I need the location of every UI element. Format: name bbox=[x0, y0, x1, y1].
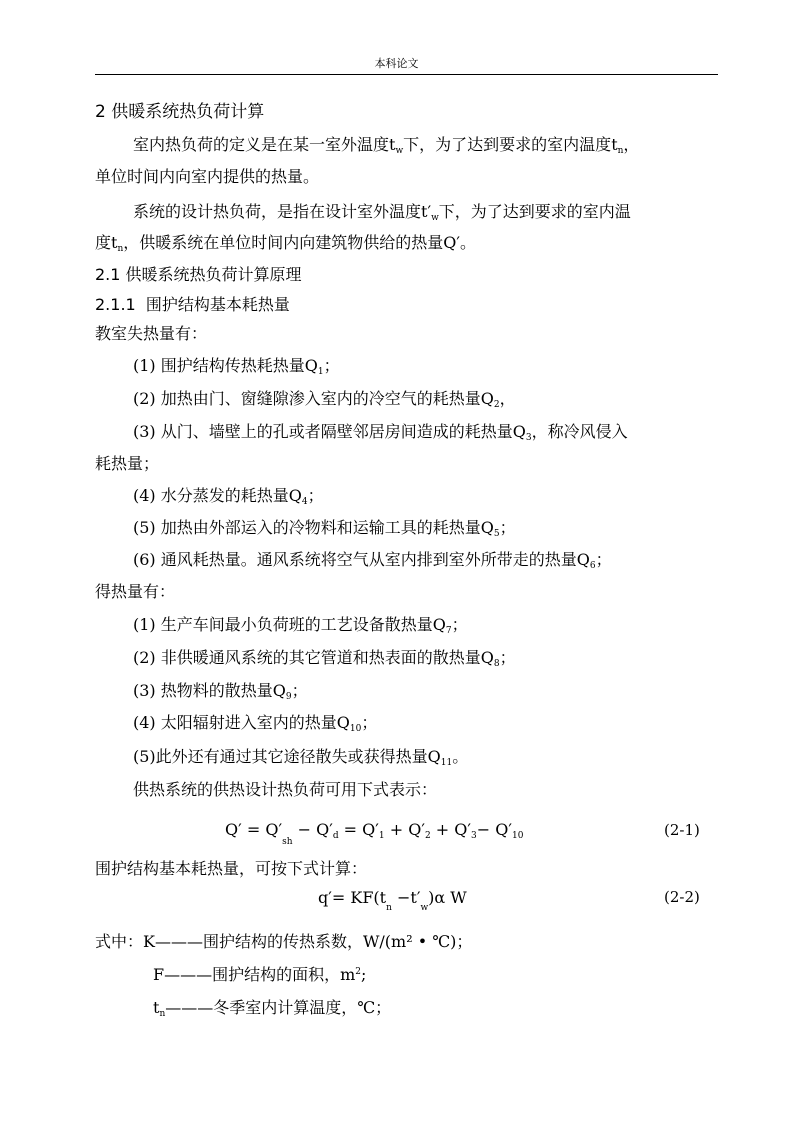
intro-paragraph-1 bbox=[133, 132, 639, 156]
subsubsection-label: 围护结构基本耗热量 bbox=[145, 295, 290, 314]
equation-intro: 围护结构基本耗热量，可按下式计算： bbox=[95, 859, 368, 878]
intro-paragraph-1-line-2: 单位时间内向室内提供的热量。 bbox=[95, 167, 320, 186]
subsection-title: 2.1 供暖系统热负荷计算原理 bbox=[95, 265, 302, 284]
subscript: n bbox=[117, 244, 124, 254]
definition-tn: $t_n———$冬季室内计算温度，℃； bbox=[153, 998, 392, 1019]
symbol-t: t′ bbox=[421, 202, 432, 221]
list-item: (4) 太阳辐射进入室内的热量$Q_{10}$； bbox=[133, 713, 378, 734]
list-item: (1) 生产车间最小负荷班的工艺设备散热量$Q_7$； bbox=[133, 615, 468, 636]
symbol-t: t bbox=[111, 233, 118, 252]
intro-text: 下，为了达到要求的室内温度 bbox=[403, 135, 612, 154]
equation-2-2: $q'= KF(t_n -t'_w)\alpha$ W bbox=[318, 888, 467, 913]
list-item: (6) 通风耗热量。通风系统将空气从室内排到室外所带走的热量$Q_6$； bbox=[133, 550, 612, 571]
list-item: (5)此外还有通过其它途径散失或获得热量$Q_{11}$。 bbox=[133, 747, 469, 768]
equation-number: (2-2) bbox=[664, 888, 700, 906]
list-item: (3) 从门、墙壁上的孔或者隔壁邻居房间造成的耗热量$Q_3$，称冷风侵入 bbox=[133, 422, 628, 443]
subscript: w bbox=[431, 213, 439, 223]
subscript: n bbox=[617, 146, 624, 156]
intro-paragraph-2 bbox=[133, 199, 631, 223]
intro-text: 度 bbox=[95, 233, 112, 252]
page-header: 本科论文 bbox=[374, 57, 419, 70]
equation-intro: 供热系统的供热设计热负荷可用下式表示： bbox=[133, 780, 438, 799]
intro-paragraph-2-line-2 bbox=[95, 230, 476, 254]
equation-number: (2-1) bbox=[664, 821, 700, 839]
symbol-t: t bbox=[389, 135, 396, 154]
list-item: (1) 围护结构传热耗热量$Q_1$； bbox=[133, 356, 340, 377]
gain-heading: 得热量有： bbox=[95, 582, 176, 601]
subsubsection-title bbox=[95, 292, 290, 315]
list-item: (5) 加热由外部运入的冷物料和运输工具的耗热量$Q_5$； bbox=[133, 518, 516, 539]
list-item-continuation: 耗热量； bbox=[95, 454, 160, 473]
intro-text: ， bbox=[623, 135, 640, 154]
subscript: w bbox=[395, 146, 404, 156]
symbol-t: t bbox=[611, 135, 618, 154]
header-rule bbox=[95, 74, 718, 75]
definition-f: F———围护结构的面积，$m^2$; bbox=[153, 965, 367, 984]
list-item: (2) 非供暖通风系统的其它管道和热表面的散热量$Q_8$； bbox=[133, 648, 516, 669]
intro-text: ，供暖系统在单位时间内向建筑物供给的热量Q′。 bbox=[123, 233, 477, 252]
intro-text: 系统的设计热负荷，是指在设计室外温度 bbox=[133, 202, 422, 221]
section-title: 2 供暖系统热负荷计算 bbox=[95, 102, 265, 122]
equation-2-1: $Q' = Q'_{sh} - Q'_d = Q'_1 + Q'_2 + Q'_3- Q'_{10}$ bbox=[225, 820, 524, 847]
definition-k: 式中：K———围护结构的传热系数，W/(m² • ℃)； bbox=[95, 932, 473, 951]
subsubsection-number: 2.1.1 bbox=[95, 295, 136, 314]
intro-text: 下，为了达到要求的室内温 bbox=[438, 202, 631, 221]
loss-heading: 教室失热量有： bbox=[95, 324, 208, 343]
list-item: (3) 热物料的散热量$Q_9$； bbox=[133, 681, 308, 702]
list-item: (2) 加热由门、窗缝隙渗入室内的冷空气的耗热量$Q_2$， bbox=[133, 389, 516, 410]
intro-text: 室内热负荷的定义是在某一室外温度 bbox=[133, 135, 390, 154]
list-item: (4) 水分蒸发的耗热量$Q_4$； bbox=[133, 486, 324, 507]
